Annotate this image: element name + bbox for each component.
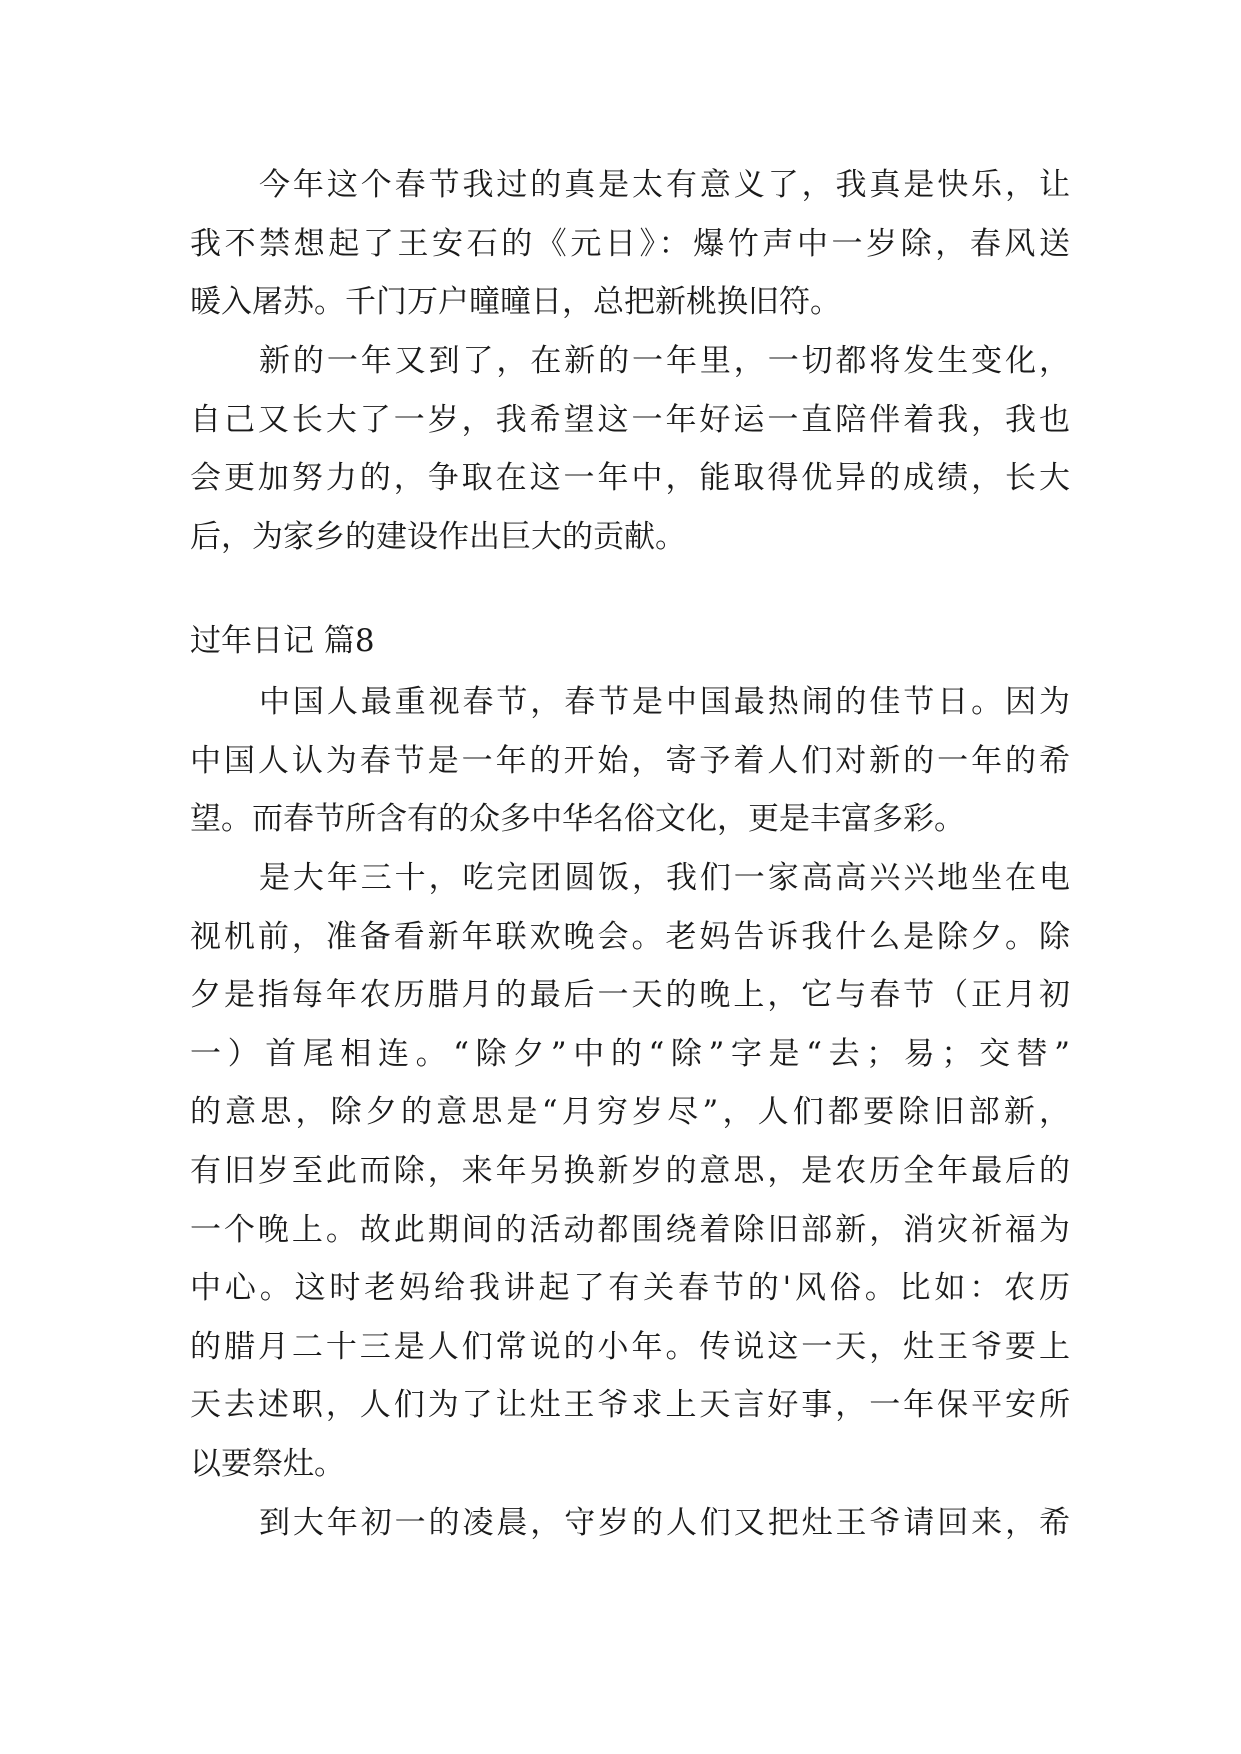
section-heading: 过年日记 篇8 xyxy=(190,623,375,659)
paragraph-2-line-4: 后，为家乡的建设作出巨大的贡献。 xyxy=(190,519,686,555)
paragraph-1-line-2: 我不禁想起了王安石的《元日》：爆竹声中一岁除，春风送 xyxy=(190,226,1070,262)
paragraph-4-line-7: 一个晚上。故此期间的活动都围绕着除旧部新，消灾祈福为 xyxy=(190,1212,1070,1248)
paragraph-4-line-9: 的腊月二十三是人们常说的小年。传说这一天，灶王爷要上 xyxy=(190,1329,1070,1365)
paragraph-2-line-2: 自己又长大了一岁，我希望这一年好运一直陪伴着我，我也 xyxy=(190,402,1070,438)
paragraph-4-line-2: 视机前，准备看新年联欢晚会。老妈告诉我什么是除夕。除 xyxy=(190,919,1070,955)
paragraph-4-line-8: 中心。这时老妈给我讲起了有关春节的'风俗。比如：农历 xyxy=(190,1270,1070,1306)
paragraph-4-line-4: 一）首尾相连。“除夕”中的“除”字是“去；易；交替” xyxy=(190,1036,1070,1072)
paragraph-1-line-1: 今年这个春节我过的真是太有意义了，我真是快乐，让 xyxy=(259,167,1070,203)
paragraph-4-line-10: 天去述职，人们为了让灶王爷求上天言好事，一年保平安所 xyxy=(190,1387,1070,1423)
paragraph-4-line-3: 夕是指每年农历腊月的最后一天的晚上，它与春节（正月初 xyxy=(190,977,1070,1013)
paragraph-2-line-1: 新的一年又到了，在新的一年里，一切都将发生变化， xyxy=(259,343,1070,379)
paragraph-4-line-5: 的意思，除夕的意思是“月穷岁尽”，人们都要除旧部新， xyxy=(190,1094,1070,1130)
paragraph-4-line-11: 以要祭灶。 xyxy=(190,1446,345,1482)
paragraph-4-line-6: 有旧岁至此而除，来年另换新岁的意思，是农历全年最后的 xyxy=(190,1153,1070,1189)
paragraph-3-line-1: 中国人最重视春节，春节是中国最热闹的佳节日。因为 xyxy=(259,684,1070,720)
paragraph-1-line-3: 暖入屠苏。千门万户曈曈日，总把新桃换旧符。 xyxy=(190,284,841,320)
paragraph-3-line-2: 中国人认为春节是一年的开始，寄予着人们对新的一年的希 xyxy=(190,743,1070,779)
paragraph-5-line-1: 到大年初一的凌晨，守岁的人们又把灶王爷请回来，希 xyxy=(259,1505,1070,1541)
paragraph-4-line-1: 是大年三十，吃完团圆饭，我们一家高高兴兴地坐在电 xyxy=(259,860,1070,896)
paragraph-3-line-3: 望。而春节所含有的众多中华名俗文化，更是丰富多彩。 xyxy=(190,801,965,837)
paragraph-2-line-3: 会更加努力的，争取在这一年中，能取得优异的成绩，长大 xyxy=(190,460,1070,496)
